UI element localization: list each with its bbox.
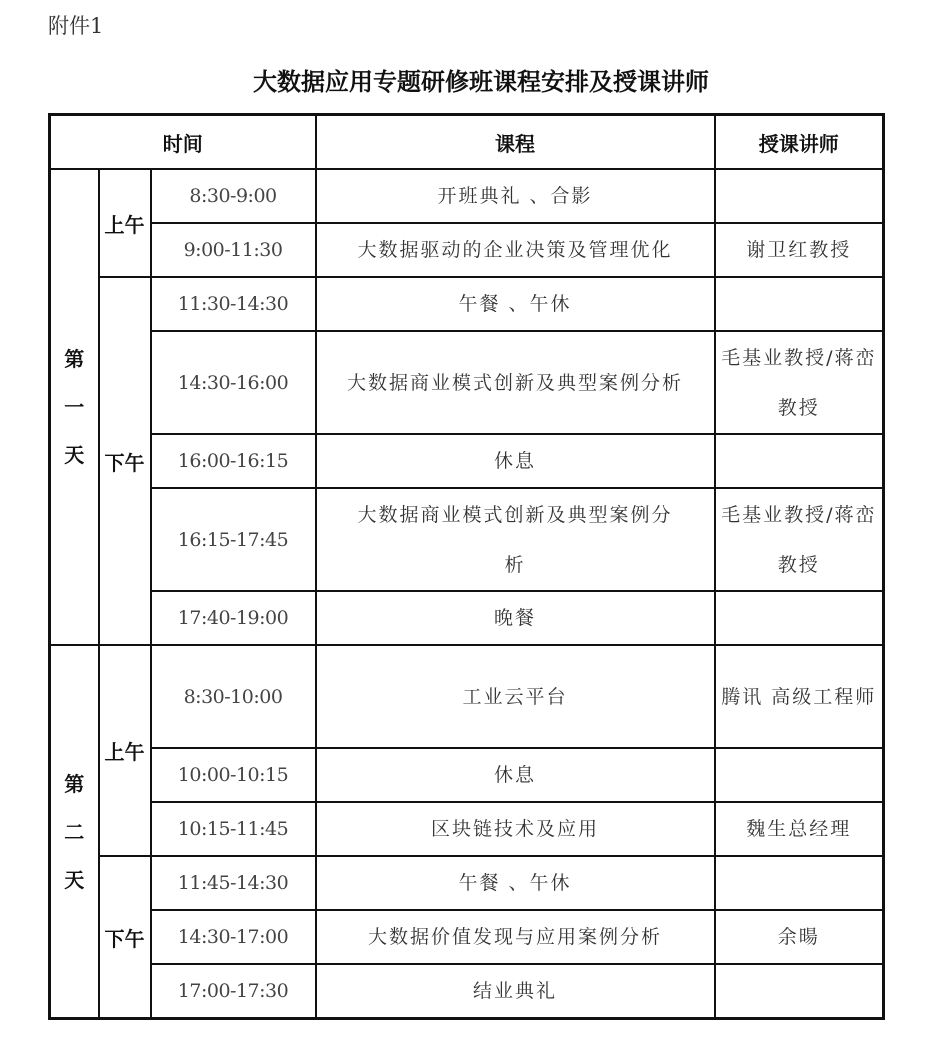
table-row	[50, 856, 884, 910]
period-label: 下午	[99, 856, 151, 1019]
course-cell: 区块链技术及应用	[316, 802, 715, 856]
course-cell: 午餐 、午休	[316, 277, 715, 331]
table-row	[50, 331, 884, 434]
time-cell: 17:40-19:00	[151, 591, 316, 645]
day-label-char: 一	[64, 395, 85, 419]
header-time: 时间	[50, 115, 316, 170]
course-cell: 午餐 、午休	[316, 856, 715, 910]
time-cell: 8:30-10:00	[151, 645, 316, 748]
lecturer-cell	[715, 856, 884, 910]
table-row	[50, 645, 884, 748]
lecturer-cell: 余暘	[715, 910, 884, 964]
lecturer-cell	[715, 277, 884, 331]
time-cell: 16:00-16:15	[151, 434, 316, 488]
document-title: 大数据应用专题研修班课程安排及授课讲师	[253, 68, 709, 96]
attachment-label: 附件1	[48, 14, 104, 38]
table-row	[50, 591, 884, 645]
day-label-char: 第	[64, 347, 85, 371]
table-row	[50, 964, 884, 1019]
lecturer-cell: 腾讯 高级工程师	[715, 645, 884, 748]
lecturer-cell	[715, 169, 884, 223]
header-lecturer: 授课讲师	[715, 115, 884, 170]
lecturer-cell	[715, 748, 884, 802]
day-label-char: 天	[64, 443, 85, 467]
time-cell: 9:00-11:30	[151, 223, 316, 277]
lecturer-cell	[715, 964, 884, 1019]
time-cell: 16:15-17:45	[151, 488, 316, 591]
table-row	[50, 802, 884, 856]
time-cell: 10:00-10:15	[151, 748, 316, 802]
time-cell: 10:15-11:45	[151, 802, 316, 856]
time-cell: 14:30-17:00	[151, 910, 316, 964]
course-cell: 大数据商业模式创新及典型案例分析	[316, 331, 715, 434]
table-row	[50, 434, 884, 488]
lecturer-cell	[715, 434, 884, 488]
day-label-char: 二	[64, 819, 85, 844]
table-row	[50, 488, 884, 591]
course-cell: 晚餐	[316, 591, 715, 645]
course-cell: 大数据驱动的企业决策及管理优化	[316, 223, 715, 277]
time-cell: 11:45-14:30	[151, 856, 316, 910]
table-row	[50, 277, 884, 331]
course-cell: 休息	[316, 434, 715, 488]
schedule-table	[48, 113, 885, 1020]
header-course: 课程	[316, 115, 715, 170]
period-label: 上午	[99, 169, 151, 277]
table-row	[50, 748, 884, 802]
lecturer-cell: 毛基业教授/蒋峦教授	[715, 488, 884, 591]
course-cell: 工业云平台	[316, 645, 715, 748]
course-cell: 开班典礼 、合影	[316, 169, 715, 223]
time-cell: 14:30-16:00	[151, 331, 316, 434]
course-cell: 大数据商业模式创新及典型案例分析	[316, 488, 715, 591]
day-label	[50, 645, 99, 1019]
time-cell: 8:30-9:00	[151, 169, 316, 223]
time-cell: 17:00-17:30	[151, 964, 316, 1019]
time-cell: 11:30-14:30	[151, 277, 316, 331]
day-label-char: 天	[64, 867, 85, 892]
course-cell: 大数据价值发现与应用案例分析	[316, 910, 715, 964]
table-row	[50, 223, 884, 277]
day-label-char: 第	[64, 771, 85, 796]
header-row	[50, 115, 884, 170]
course-cell: 结业典礼	[316, 964, 715, 1019]
lecturer-cell: 谢卫红教授	[715, 223, 884, 277]
day-label	[50, 169, 99, 645]
table-row	[50, 910, 884, 964]
course-cell: 休息	[316, 748, 715, 802]
period-label: 下午	[99, 277, 151, 645]
lecturer-cell: 魏生总经理	[715, 802, 884, 856]
lecturer-cell: 毛基业教授/蒋峦教授	[715, 331, 884, 434]
table-row	[50, 169, 884, 223]
lecturer-cell	[715, 591, 884, 645]
period-label: 上午	[99, 645, 151, 856]
